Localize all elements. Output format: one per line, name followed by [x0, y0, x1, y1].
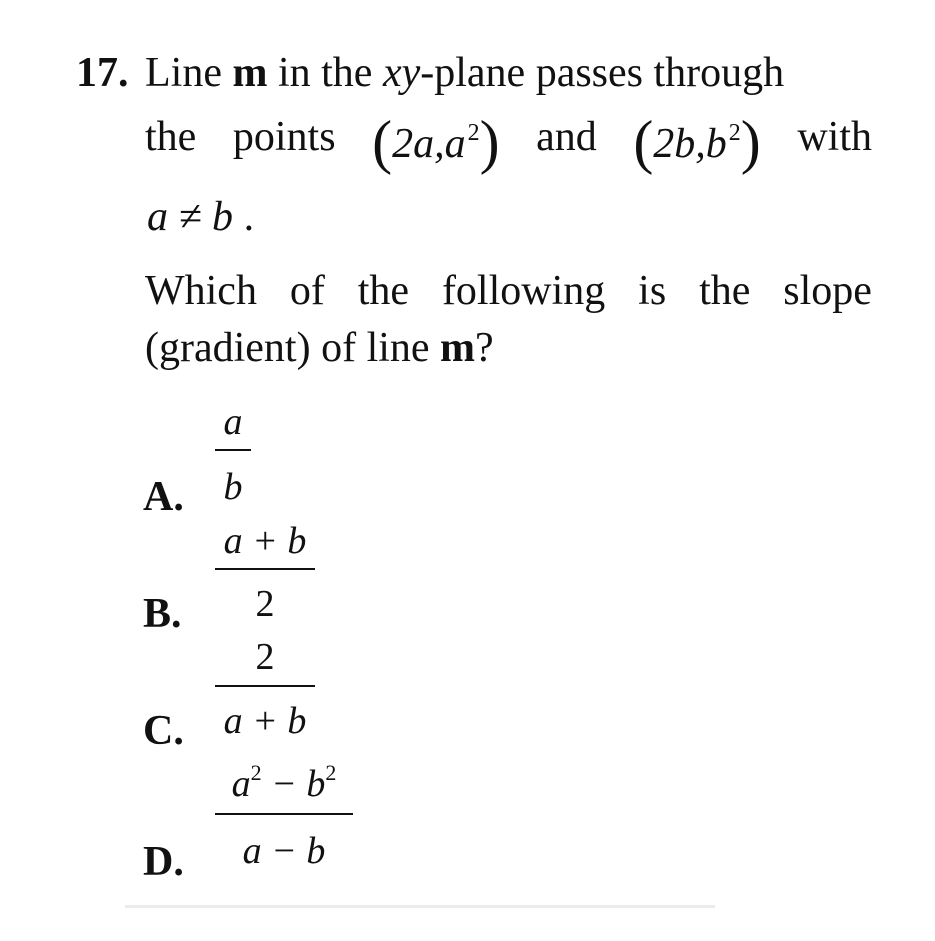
open-paren: (	[633, 109, 654, 175]
fraction-denominator: a − b	[242, 830, 326, 872]
question-stem-line-2	[145, 109, 872, 175]
fraction-denominator: b	[223, 466, 243, 508]
bottom-divider	[125, 905, 715, 908]
fraction-bar	[215, 449, 251, 451]
close-paren: )	[740, 109, 761, 175]
question-number: 17.	[76, 50, 129, 96]
prompt-word: the	[357, 268, 410, 314]
line-name: m	[232, 50, 268, 96]
stem-word: the	[145, 114, 197, 160]
prompt-text: ?	[475, 325, 494, 371]
fraction-bar	[215, 568, 315, 570]
stem-text: Line	[145, 50, 233, 96]
option-letter: B.	[143, 591, 182, 637]
coordinate-y-base: a	[444, 121, 466, 167]
fraction-numerator: a + b	[223, 520, 307, 562]
line-name: m	[440, 325, 476, 371]
stem-text: in the	[267, 50, 383, 96]
coordinate-x: 2a,	[392, 121, 445, 167]
stem-word: points	[232, 114, 336, 160]
question-stem-line-3	[147, 196, 254, 238]
question-prompt-line-1	[145, 270, 872, 312]
coordinate-y-base: b	[705, 121, 727, 167]
numerator-base-a: a	[231, 763, 251, 805]
point-1	[372, 107, 500, 175]
fraction-bar	[215, 813, 353, 815]
open-paren: (	[372, 109, 393, 175]
exponent: 2	[728, 120, 741, 146]
coordinate-x: 2b,	[653, 121, 706, 167]
question-stem-line-1	[145, 52, 784, 94]
prompt-word: slope	[783, 268, 872, 314]
exponent: 2	[325, 760, 337, 785]
fraction-numerator: 2	[255, 636, 275, 678]
exponent: 2	[467, 120, 480, 146]
condition: a ≠ b	[147, 194, 234, 240]
prompt-word: Which	[145, 268, 257, 314]
exponent: 2	[250, 760, 262, 785]
fraction-numerator: a	[223, 401, 243, 443]
plane-variable: xy	[382, 50, 421, 96]
stem-word: and	[536, 114, 597, 160]
stem-text: -plane passes through	[420, 50, 785, 96]
fraction-bar	[215, 685, 315, 687]
fraction-numerator	[215, 760, 353, 805]
numerator-minus-b: − b	[261, 763, 326, 805]
prompt-word: is	[638, 268, 667, 314]
option-letter: D.	[143, 839, 184, 885]
fraction-denominator: 2	[255, 583, 275, 625]
prompt-word: the	[699, 268, 751, 314]
prompt-text: (gradient) of line	[145, 325, 441, 371]
prompt-word: of	[289, 268, 325, 314]
question-prompt-line-2	[145, 327, 494, 369]
stem-word: with	[797, 114, 872, 160]
prompt-word: following	[441, 268, 606, 314]
period: .	[233, 194, 255, 240]
point-2	[633, 107, 761, 175]
option-letter: A.	[143, 474, 184, 520]
close-paren: )	[479, 109, 500, 175]
fraction-denominator: a + b	[223, 700, 307, 742]
option-letter: C.	[143, 708, 184, 754]
